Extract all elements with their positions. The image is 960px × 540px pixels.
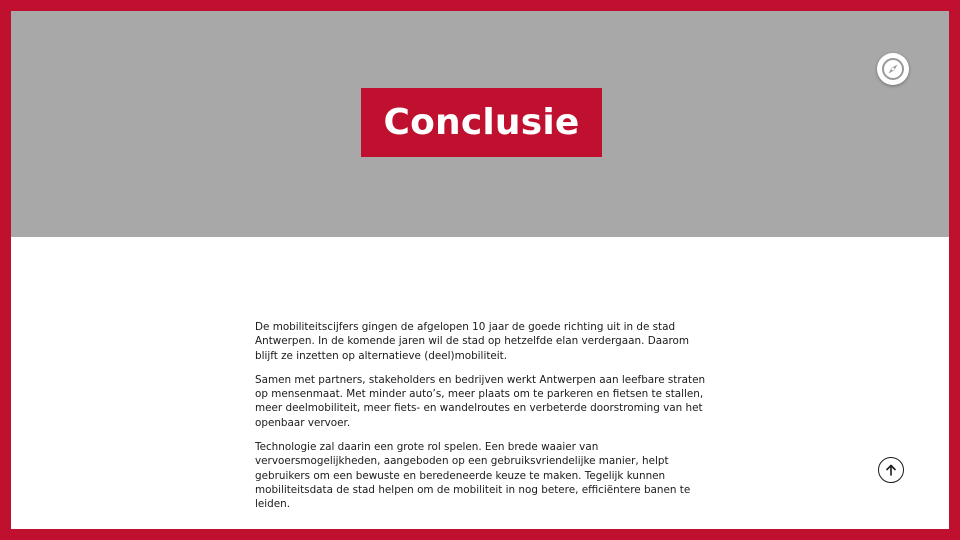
paragraph: Technologie zal daarin een grote rol spelen. Een brede waaier van vervoersmogelijkheden, aangeboden op een gebruiksvriendelijke manier, helpt gebruikers om een bewuste en beredeneerde keuze te maken. Tegelijk kunnen mobiliteitsdata de stad helpen om de mobiliteit in nog betere, efficiëntere banen te leiden.	[255, 441, 691, 511]
title-box	[361, 88, 602, 157]
conclusion-text	[255, 320, 707, 522]
slide-frame	[11, 11, 949, 529]
compass-icon	[880, 56, 906, 82]
page-title: Conclusie	[383, 102, 580, 143]
arrow-up-icon	[884, 463, 898, 477]
header-banner	[11, 11, 949, 237]
back-to-top-button[interactable]	[878, 457, 904, 483]
compass-button[interactable]	[877, 53, 909, 85]
paragraph: Samen met partners, stakeholders en bedrijven werkt Antwerpen aan leefbare straten op mensenmaat. Met minder auto’s, meer plaats om te parkeren en fietsen te stallen, meer deelmobiliteit, meer fiets- en wandelroutes en verbeterde doorstroming van het openbaar vervoer.	[255, 373, 706, 429]
paragraph: De mobiliteitscijfers gingen de afgelopen 10 jaar de goede richting uit in de stad Antwerpen. In de komende jaren wil de stad op hetzelfde elan verdergaan. Daarom blijft ze inzetten op alternatieve (deel)mobiliteit.	[255, 321, 689, 362]
